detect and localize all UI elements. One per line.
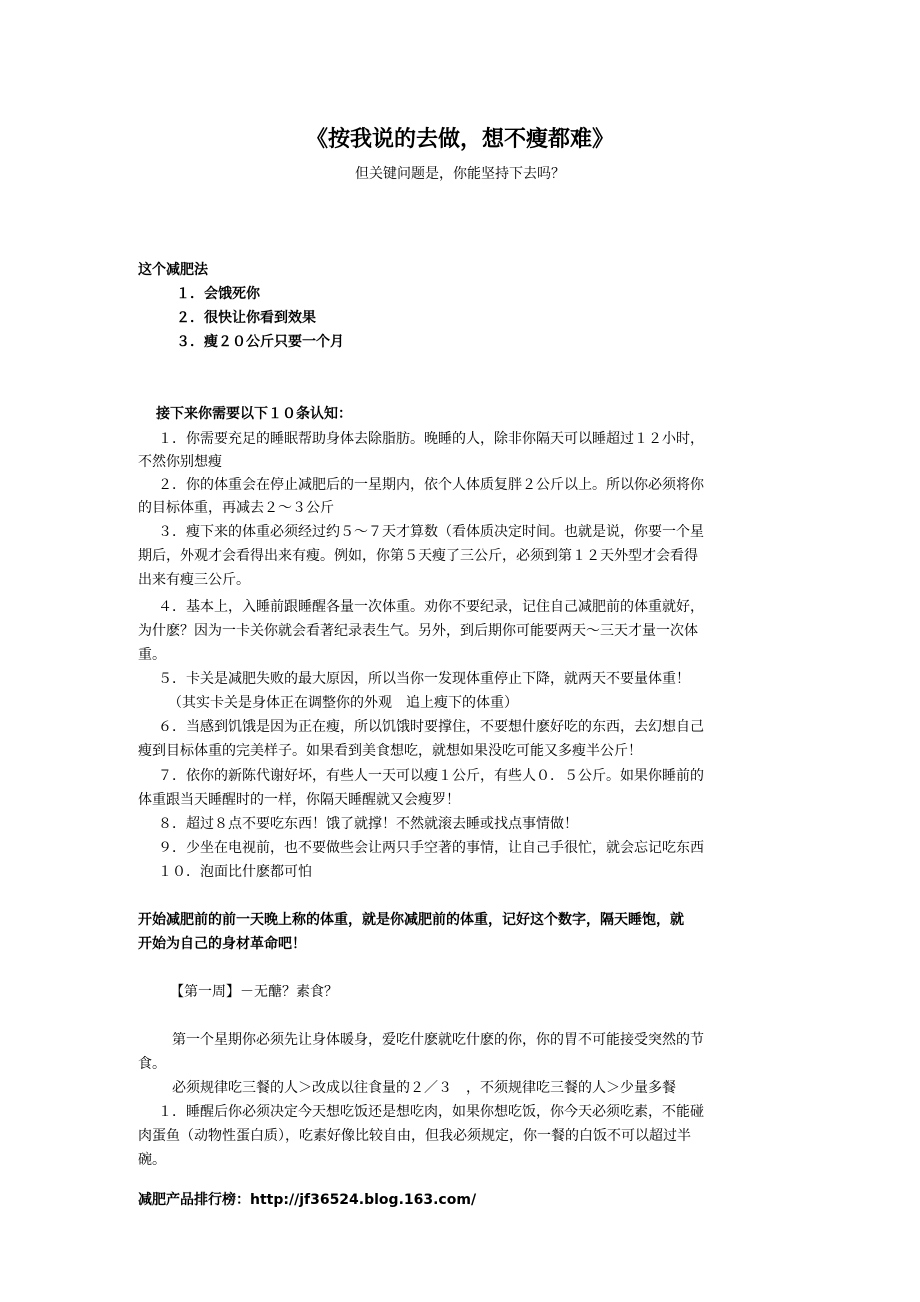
week-heading: 【第一周】－无醣？素食？ — [170, 984, 338, 1000]
start-note-line: 开始为自己的身材革命吧！ — [138, 936, 306, 952]
knowledge-line: 瘦到目标体重的完美样子。如果看到美食想吃，就想如果没吃可能又多瘦半公斤！ — [138, 743, 642, 759]
method-item: ２．很快让你看到效果 — [176, 310, 316, 326]
knowledge-line: ３．瘦下来的体重必须经过约５～７天才算数（看体质决定时间。也就是说，你要一个星 — [158, 524, 704, 540]
method-item: ３．瘦２０公斤只要一个月 — [176, 334, 344, 350]
knowledge-line: ６．当感到饥饿是因为正在瘦，所以饥饿时要撑住，不要想什麽好吃的东西，去幻想自己 — [158, 719, 704, 735]
week-line: １．睡醒后你必须决定今天想吃饭还是想吃肉，如果你想吃饭，你今天必须吃素，不能碰 — [158, 1104, 704, 1120]
footer-link[interactable]: http://jf36524.blog.163.com/ — [250, 1192, 477, 1208]
knowledge-line: 为什麽？因为一卡关你就会看著纪录表生气。另外，到后期你可能要两天～三天才量一次体 — [138, 623, 698, 639]
knowledge-line: ８．超过８点不要吃东西！饿了就撑！不然就滚去睡或找点事情做！ — [158, 816, 578, 832]
week-line: 第一个星期你必须先让身体暖身，爱吃什麽就吃什麽的你，你的胃不可能接受突然的节 — [172, 1032, 704, 1048]
knowledge-line: 出来有瘦三公斤。 — [138, 572, 250, 588]
knowledge-line: ５．卡关是减肥失败的最大原因，所以当你一发现体重停止下降，就两天不要量体重！ — [158, 671, 690, 687]
week-line: 食。 — [138, 1056, 166, 1072]
knowledge-heading: 接下来你需要以下１０条认知： — [156, 406, 352, 422]
footer — [138, 1191, 476, 1209]
start-note-line: 开始减肥前的前一天晚上称的体重，就是你减肥前的体重，记好这个数字，隔天睡饱，就 — [138, 912, 684, 928]
week-line: 必须规律吃三餐的人＞改成以往食量的２／３ ，不须规律吃三餐的人＞少量多餐 — [172, 1080, 676, 1096]
knowledge-line: ４．基本上，入睡前跟睡醒各量一次体重。劝你不要纪录，记住自己减肥前的体重就好， — [158, 599, 704, 615]
knowledge-line: ７．依你的新陈代谢好坏，有些人一天可以瘦１公斤，有些人０．５公斤。如果你睡前的 — [158, 768, 704, 784]
knowledge-line: ２．你的体重会在停止减肥后的一星期内，依个人体质复胖２公斤以上。所以你必须将你 — [158, 477, 704, 493]
document-title: 《按我说的去做，想不瘦都难》 — [305, 127, 614, 152]
method-heading: 这个减肥法 — [138, 262, 208, 278]
knowledge-line: １．你需要充足的睡眠帮助身体去除脂肪。晚睡的人，除非你隔天可以睡超过１２小时， — [158, 431, 704, 447]
knowledge-line: 不然你别想瘦 — [138, 454, 222, 470]
knowledge-line: 体重跟当天睡醒时的一样，你隔天睡醒就又会瘦罗！ — [138, 792, 460, 808]
knowledge-line: １０．泡面比什麽都可怕 — [158, 864, 312, 880]
week-line: 肉蛋鱼（动物性蛋白质），吃素好像比较自由，但我必须规定，你一餐的白饭不可以超过半 — [138, 1128, 691, 1144]
knowledge-line: ９．少坐在电视前，也不要做些会让两只手空著的事情，让自己手很忙，就会忘记吃东西 — [158, 840, 704, 856]
footer-label: 减肥产品排行榜： — [138, 1192, 250, 1208]
document-subtitle: 但关键问题是，你能坚持下去吗？ — [355, 166, 565, 182]
method-item: １．会饿死你 — [176, 286, 260, 302]
knowledge-line: 期后，外观才会看得出来有瘦。例如，你第５天瘦了三公斤，必须到第１２天外型才会看得 — [138, 548, 698, 564]
knowledge-line: 重。 — [138, 647, 166, 663]
knowledge-line: （其实卡关是身体正在调整你的外观 追上瘦下的体重） — [168, 695, 518, 711]
knowledge-line: 的目标体重，再减去２～３公斤 — [138, 500, 334, 516]
week-line: 碗。 — [138, 1152, 166, 1168]
